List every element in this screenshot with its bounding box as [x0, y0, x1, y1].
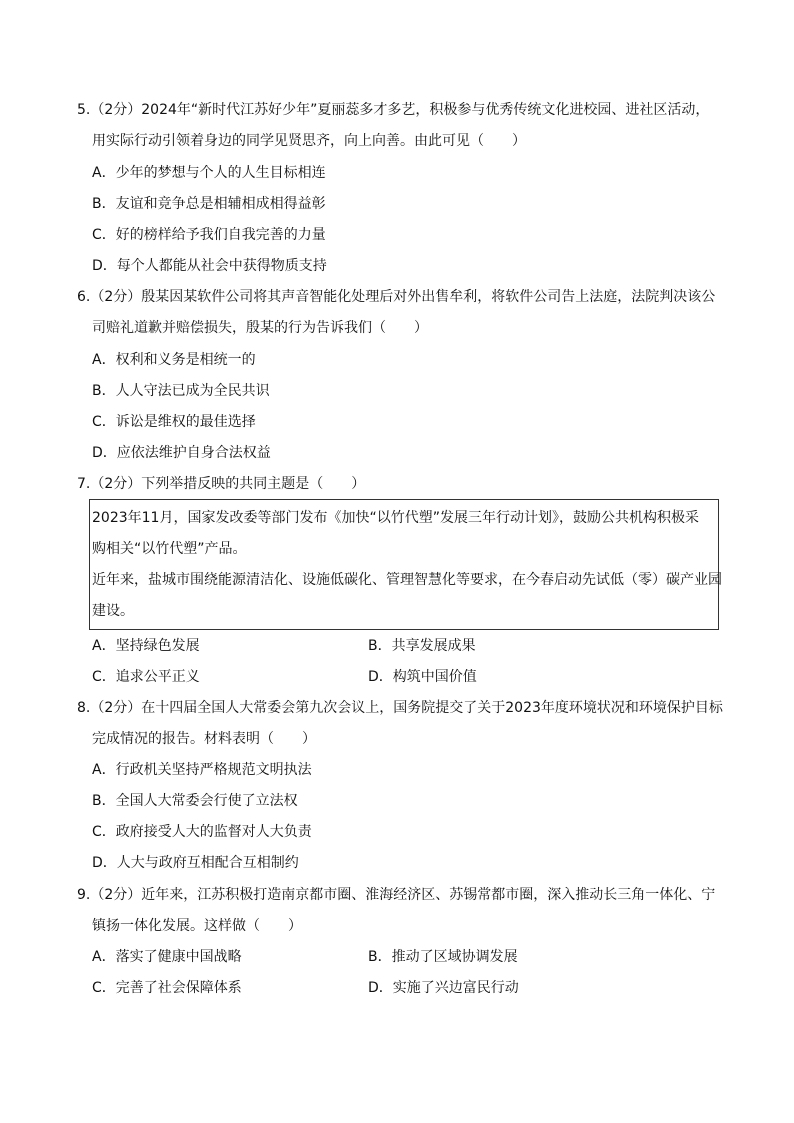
question-9-stem-line-1: 9.（2分）近年来，江苏积极打造南京都市圈、淮海经济区、苏锡常都市圈，深入推动长三角一体化、宁 — [77, 887, 716, 903]
question-7-material-line-4: 建设。 — [92, 603, 134, 619]
question-6-option-c: C．诉讼是维权的最佳选择 — [92, 414, 256, 430]
question-7-material-line-2: 购相关“以竹代塑”产品。 — [92, 541, 247, 557]
question-5-option-a: A．少年的梦想与个人的人生目标相连 — [92, 165, 326, 181]
question-6-option-d: D．应依法维护自身合法权益 — [92, 445, 271, 461]
question-7-option-b: B．共享发展成果 — [368, 638, 476, 654]
question-5-option-d: D．每个人都能从社会中获得物质支持 — [92, 258, 327, 274]
question-6-stem-line-2: 司赔礼道歉并赔偿损失，殷某的行为告诉我们（ ） — [92, 320, 428, 336]
question-7-option-c: C．追求公平正义 — [92, 669, 200, 685]
question-8-stem-line-2: 完成情况的报告。材料表明（ ） — [92, 731, 316, 747]
question-8-option-a: A．行政机关坚持严格规范文明执法 — [92, 762, 312, 778]
question-6-stem-line-1: 6.（2分）殷某因某软件公司将其声音智能化处理后对外出售牟利，将软件公司告上法庭，法院判决该公 — [77, 289, 716, 305]
question-7-option-a: A．坚持绿色发展 — [92, 638, 200, 654]
question-9-option-c: C．完善了社会保障体系 — [92, 980, 242, 996]
question-9-stem-line-2: 镇扬一体化发展。这样做（ ） — [92, 918, 302, 934]
question-5-stem-line-2: 用实际行动引领着身边的同学见贤思齐，向上向善。由此可见（ ） — [92, 133, 526, 149]
question-9-option-b: B．推动了区域协调发展 — [368, 949, 518, 965]
question-6-option-a: A．权利和义务是相统一的 — [92, 352, 256, 368]
question-8-option-c: C．政府接受人大的监督对人大负责 — [92, 824, 312, 840]
question-7-stem-line-1: 7.（2分）下列举措反映的共同主题是（ ） — [77, 476, 366, 492]
question-7-material-line-3: 近年来，盐城市围绕能源清洁化、设施低碳化、管理智慧化等要求，在今春启动先试低（零）碳产业园 — [92, 572, 722, 588]
question-5-option-b: B．友谊和竞争总是相辅相成相得益彰 — [92, 196, 326, 212]
question-9-option-a: A．落实了健康中国战略 — [92, 949, 242, 965]
question-6-option-b: B．人人守法已成为全民共识 — [92, 383, 270, 399]
question-8-option-b: B．全国人大常委会行使了立法权 — [92, 793, 298, 809]
question-8-option-d: D．人大与政府互相配合互相制约 — [92, 855, 299, 871]
question-7-material-line-1: 2023年11月，国家发改委等部门发布《加快“以竹代塑”发展三年行动计划》，鼓励公共机构积极采 — [92, 510, 699, 526]
question-7-option-d: D．构筑中国价值 — [368, 669, 477, 685]
question-8-stem-line-1: 8.（2分）在十四届全国人大常委会第九次会议上，国务院提交了关于2023年度环境状况和环境保护目标 — [77, 700, 723, 716]
question-9-option-d: D．实施了兴边富民行动 — [368, 980, 519, 996]
question-5-stem-line-1: 5.（2分）2024年“新时代江苏好少年”夏丽蕊多才多艺，积极参与优秀传统文化进校园、进社区活动， — [77, 102, 710, 118]
question-5-option-c: C．好的榜样给予我们自我完善的力量 — [92, 227, 326, 243]
